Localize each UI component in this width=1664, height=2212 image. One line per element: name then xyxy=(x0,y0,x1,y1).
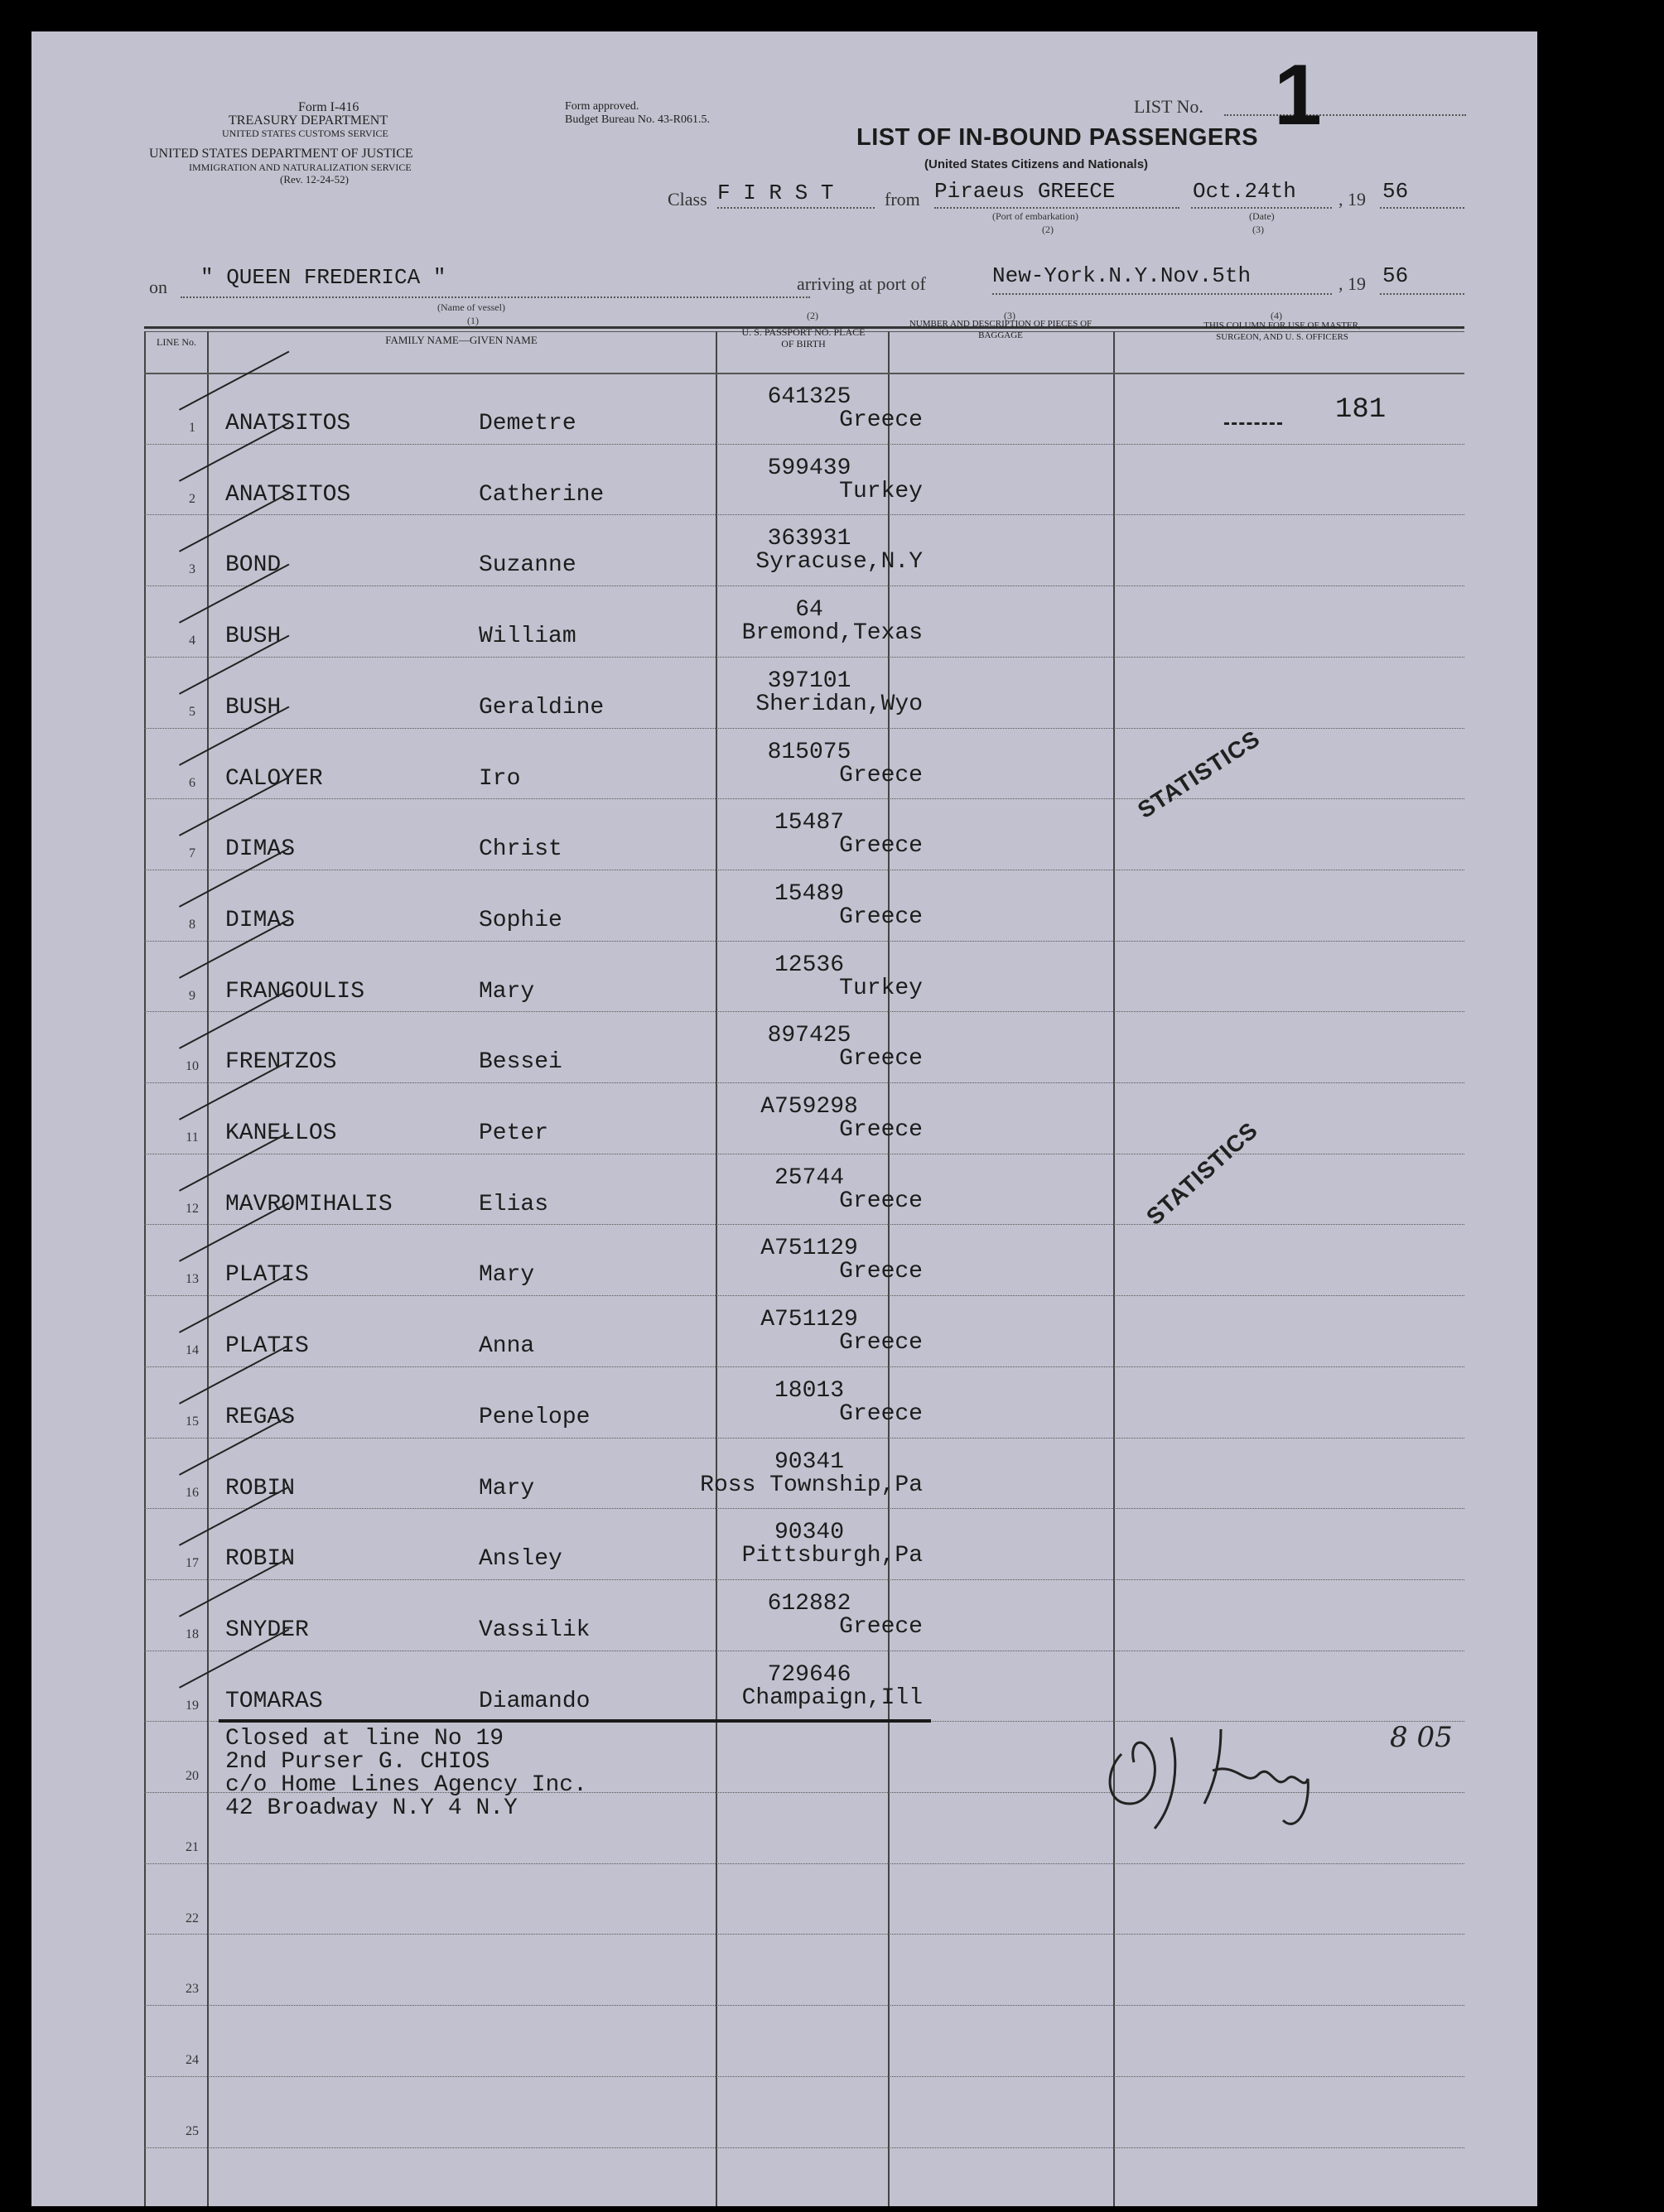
place-of-birth: Champaign,Ill xyxy=(741,1684,923,1711)
passport-number: A751129 xyxy=(760,1307,858,1333)
immigration-service: IMMIGRATION AND NATURALIZATION SERVICE xyxy=(189,161,412,173)
place-of-birth: Syracuse,N.Y xyxy=(755,549,923,576)
place-of-birth: Greece xyxy=(839,1613,923,1640)
family-name: ROBIN xyxy=(225,1475,296,1501)
place-of-birth: Greece xyxy=(839,1188,923,1214)
header-name: FAMILY NAME—GIVEN NAME xyxy=(385,334,538,346)
closing-line: 2nd Purser G. CHIOS xyxy=(225,1749,490,1776)
given-name: Mary xyxy=(479,1262,535,1289)
check-mark xyxy=(179,351,289,411)
form-revision: (Rev. 12-24-52) xyxy=(280,173,349,186)
place-of-birth: Bremond,Texas xyxy=(741,620,923,647)
header-line-no: LINE No. xyxy=(157,336,196,348)
closing-line: Closed at line No 19 xyxy=(225,1726,504,1752)
row-divider xyxy=(144,1934,1464,1935)
place-of-birth: Pittsburgh,Pa xyxy=(741,1543,923,1569)
arrival-value: New-York.N.Y.Nov.5th xyxy=(992,263,1252,288)
family-name: BUSH xyxy=(225,624,282,650)
statistics-stamp-2: STATISTICS xyxy=(1141,1116,1263,1231)
family-name: MAVROMIHALIS xyxy=(225,1191,393,1217)
header-passport: U. S. PASSPORT NO. PLACE OF BIRTH xyxy=(741,326,866,349)
row-divider xyxy=(144,514,1464,515)
passport-number: 18013 xyxy=(774,1377,844,1404)
line-number: 19 xyxy=(186,1698,199,1713)
year-prefix: , 19 xyxy=(1338,189,1366,210)
list-title: LIST OF IN-BOUND PASSENGERS xyxy=(856,124,1259,151)
budget-bureau: Budget Bureau No. 43-R061.5. xyxy=(565,113,710,126)
row-divider xyxy=(144,2076,1464,2077)
place-of-birth: Greece xyxy=(839,1400,923,1427)
row-divider xyxy=(144,2147,1464,2148)
line-number: 20 xyxy=(186,1769,199,1784)
given-name: Geraldine xyxy=(479,694,605,720)
row-divider xyxy=(144,1082,1464,1083)
line-number: 10 xyxy=(186,1059,199,1074)
family-name: DIMAS xyxy=(225,907,296,933)
col-num-3b: (3) xyxy=(1004,310,1015,321)
date-caption: (Date) xyxy=(1249,210,1275,222)
line-number: 22 xyxy=(186,1911,199,1925)
passport-number: 64 xyxy=(795,597,823,624)
family-name: ANATSITOS xyxy=(225,481,351,508)
place-of-birth: Greece xyxy=(839,762,923,788)
line-number: 2 xyxy=(189,491,195,506)
family-name: DIMAS xyxy=(225,836,296,863)
family-name: ROBIN xyxy=(225,1546,296,1573)
given-name: Suzanne xyxy=(479,552,576,579)
passport-number: 815075 xyxy=(767,739,851,765)
passport-number: A751129 xyxy=(760,1236,858,1262)
line-number: 24 xyxy=(186,2053,199,2068)
given-name: Elias xyxy=(479,1191,549,1217)
list-number: 1 xyxy=(1274,47,1322,143)
line-number: 16 xyxy=(186,1485,199,1500)
justice-dept: UNITED STATES DEPARTMENT OF JUSTICE xyxy=(149,147,413,161)
place-of-birth: Greece xyxy=(839,1259,923,1285)
row-divider xyxy=(144,798,1464,799)
list-no-label: LIST No. xyxy=(1134,96,1203,117)
customs-service: UNITED STATES CUSTOMS SERVICE xyxy=(222,128,388,139)
header-baggage: NUMBER AND DESCRIPTION OF PIECES OF BAGGAGE xyxy=(909,319,1092,340)
given-name: Christ xyxy=(479,836,562,863)
family-name: ANATSITOS xyxy=(225,411,351,436)
closing-rule xyxy=(219,1719,931,1723)
passport-number: 12536 xyxy=(774,952,844,978)
given-name: William xyxy=(479,624,576,650)
col-num-1: (1) xyxy=(467,315,479,326)
given-name: Peter xyxy=(479,1120,549,1146)
from-label: from xyxy=(885,189,920,210)
arriving-label: arriving at port of xyxy=(797,273,926,294)
passport-number: 897425 xyxy=(767,1023,851,1049)
col-num-3: (3) xyxy=(1252,224,1264,235)
place-of-birth: Turkey xyxy=(839,478,923,504)
row-divider xyxy=(144,1011,1464,1012)
arrival-year-value: 56 xyxy=(1382,263,1409,288)
row-divider xyxy=(144,444,1464,445)
family-name: FRANGOULIS xyxy=(225,978,365,1005)
given-name: Bessei xyxy=(479,1049,562,1076)
row-divider xyxy=(144,1295,1464,1296)
row-divider xyxy=(144,1508,1464,1509)
signature xyxy=(1097,1713,1362,1837)
family-name: PLATIS xyxy=(225,1333,309,1360)
family-name: PLATIS xyxy=(225,1262,309,1289)
given-name: Diamando xyxy=(479,1688,591,1714)
line-number: 4 xyxy=(189,634,195,648)
col-num-2: (2) xyxy=(1042,224,1054,235)
family-name: TOMARAS xyxy=(225,1688,323,1714)
family-name: REGAS xyxy=(225,1404,296,1430)
list-subtitle: (United States Citizens and Nationals) xyxy=(924,157,1149,171)
form-number: Form I-416 xyxy=(298,100,359,114)
place-of-birth: Ross Township,Pa xyxy=(700,1472,923,1498)
form-approved: Form approved. xyxy=(565,100,639,113)
line-number: 7 xyxy=(189,846,195,861)
vessel-caption: (Name of vessel) xyxy=(437,301,505,313)
family-name: FRENTZOS xyxy=(225,1049,337,1076)
line-number: 17 xyxy=(186,1556,199,1571)
given-name: Mary xyxy=(479,978,535,1005)
row-divider xyxy=(144,941,1464,942)
line-number: 12 xyxy=(186,1201,199,1216)
row-divider xyxy=(144,728,1464,729)
closing-line: 42 Broadway N.Y 4 N.Y xyxy=(225,1795,518,1822)
passport-number: 25744 xyxy=(774,1164,844,1191)
line-number: 18 xyxy=(186,1626,199,1641)
passport-number: 397101 xyxy=(767,667,851,694)
passport-number: 90340 xyxy=(774,1520,844,1546)
passport-number: 15489 xyxy=(774,880,844,907)
header-officers: THIS COLUMN FOR USE OF MASTER, SURGEON, AND U. S. OFFICERS xyxy=(1203,320,1361,342)
passport-number: 90341 xyxy=(774,1448,844,1475)
port-caption: (Port of embarkation) xyxy=(992,210,1078,222)
row-divider xyxy=(144,2005,1464,2006)
given-name: Vassilik xyxy=(479,1617,591,1643)
line-number: 11 xyxy=(186,1130,199,1145)
place-of-birth: Greece xyxy=(839,407,923,433)
row-divider xyxy=(144,1438,1464,1439)
document-page xyxy=(31,31,1537,2206)
class-value: F I R S T xyxy=(717,181,834,205)
given-name: Sophie xyxy=(479,907,562,933)
row-divider xyxy=(144,1863,1464,1864)
statistics-stamp-1: STATISTICS xyxy=(1133,725,1265,823)
line-number: 23 xyxy=(186,1982,199,1997)
row-divider xyxy=(144,1366,1464,1367)
row-divider xyxy=(144,1224,1464,1225)
line-number: 25 xyxy=(186,2123,199,2138)
row-divider xyxy=(144,1579,1464,1580)
signature-time: 8 05 xyxy=(1390,1721,1453,1754)
given-name: Ansley xyxy=(479,1546,562,1573)
family-name: BUSH xyxy=(225,694,282,720)
family-name: BOND xyxy=(225,552,282,579)
given-name: Anna xyxy=(479,1333,535,1360)
family-name: SNYDER xyxy=(225,1617,309,1643)
given-name: Catherine xyxy=(479,481,605,508)
place-of-birth: Greece xyxy=(839,904,923,930)
line-number: 15 xyxy=(186,1414,199,1429)
place-of-birth: Greece xyxy=(839,833,923,860)
passport-number: 599439 xyxy=(767,455,851,481)
arrival-year-prefix: , 19 xyxy=(1338,273,1366,294)
on-label: on xyxy=(149,277,167,297)
line-number: 14 xyxy=(186,1343,199,1358)
port-value: Piraeus GREECE xyxy=(934,179,1116,204)
row-divider xyxy=(144,657,1464,658)
given-name: Demetre xyxy=(479,411,576,436)
given-name: Penelope xyxy=(479,1404,591,1430)
line-number: 21 xyxy=(186,1840,199,1854)
passport-number: 641325 xyxy=(767,384,851,410)
line-number: 3 xyxy=(189,562,195,577)
place-of-birth: Greece xyxy=(839,1117,923,1143)
class-label: Class xyxy=(668,189,707,210)
passport-number: 729646 xyxy=(767,1661,851,1688)
line-number: 5 xyxy=(189,704,195,719)
line-number: 9 xyxy=(189,988,195,1003)
given-name: Mary xyxy=(479,1475,535,1501)
place-of-birth: Greece xyxy=(839,1046,923,1072)
passport-number: 363931 xyxy=(767,526,851,552)
date-value: Oct.24th xyxy=(1193,179,1296,204)
line-number: 13 xyxy=(186,1272,199,1287)
family-name: KANELLOS xyxy=(225,1120,337,1146)
col-num-2b: (2) xyxy=(807,310,818,321)
place-of-birth: Turkey xyxy=(839,975,923,1001)
col-num-4b: (4) xyxy=(1271,310,1282,321)
place-of-birth: Greece xyxy=(839,1330,923,1357)
officer-note: 181 xyxy=(1335,394,1387,426)
treasury-dept: TREASURY DEPARTMENT xyxy=(229,113,388,128)
passport-number: A759298 xyxy=(760,1094,858,1120)
closing-line: c/o Home Lines Agency Inc. xyxy=(225,1772,587,1799)
year-value: 56 xyxy=(1382,179,1409,204)
given-name: Iro xyxy=(479,765,521,792)
place-of-birth: Sheridan,Wyo xyxy=(755,691,923,717)
family-name: CALOYER xyxy=(225,765,323,792)
passport-number: 15487 xyxy=(774,810,844,836)
passport-number: 612882 xyxy=(767,1590,851,1617)
line-number: 6 xyxy=(189,775,195,790)
line-number: 8 xyxy=(189,917,195,932)
vessel-value: " QUEEN FREDERICA " xyxy=(200,265,446,290)
officer-mark xyxy=(1224,422,1282,425)
line-number: 1 xyxy=(189,421,195,435)
